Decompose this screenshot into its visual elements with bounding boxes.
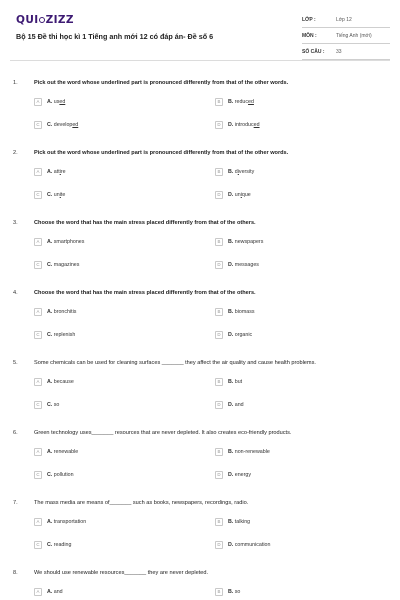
option-label — [47, 379, 74, 385]
option-prefix: D. — [228, 401, 235, 408]
question-text: The mass media are means of_______ such as books, newspapers, recordings, radio. — [34, 500, 249, 506]
option-label — [47, 262, 79, 268]
option-letter-box: C — [34, 401, 42, 409]
option-label — [47, 309, 76, 315]
option-text: un — [53, 191, 60, 198]
option-text: reduc — [234, 98, 249, 105]
question-text: We should use renewable resources_______ they are never depleted. — [34, 570, 209, 576]
quizizz-logo: QUI ZIZZ — [16, 14, 74, 26]
question-number: 1. — [13, 80, 18, 86]
option-letter-box: B — [215, 518, 223, 526]
option-label — [47, 239, 84, 245]
answer-option-d[interactable] — [215, 188, 383, 201]
option-label — [228, 379, 242, 385]
option-letter-box: B — [215, 448, 223, 456]
option-label — [47, 402, 59, 408]
answer-option-c[interactable] — [34, 118, 202, 131]
option-prefix: B. — [228, 168, 235, 175]
option-prefix: B. — [228, 308, 235, 315]
option-letter-box: B — [215, 588, 223, 596]
option-letter-box: D — [215, 331, 223, 339]
option-label — [47, 542, 71, 548]
option-text: reading — [53, 541, 72, 548]
option-prefix: B. — [228, 98, 235, 105]
answer-option-d[interactable] — [215, 538, 383, 551]
answer-option-a[interactable] — [34, 95, 202, 108]
option-prefix: B. — [228, 448, 235, 455]
option-text: energy — [234, 471, 251, 478]
answer-option-d[interactable] — [215, 258, 383, 271]
option-prefix: C. — [47, 471, 54, 478]
question-text: Choose the word that has the main stress placed differently from that of the others. — [34, 220, 256, 226]
question-number: 6. — [13, 430, 18, 436]
answer-option-b[interactable] — [215, 305, 383, 318]
answer-option-c[interactable] — [34, 398, 202, 411]
meta-key: LỚP : — [302, 16, 316, 23]
option-text: organic — [234, 331, 253, 338]
meta-value: 33 — [336, 48, 342, 55]
option-letter-box: A — [34, 448, 42, 456]
option-label — [47, 472, 74, 478]
option-prefix: A. — [47, 98, 54, 105]
meta-value: Lớp 12 — [336, 16, 352, 23]
option-label — [228, 332, 252, 338]
option-label — [228, 239, 263, 245]
option-text: us — [53, 98, 60, 105]
option-text: smartphones — [53, 238, 85, 245]
answer-option-c[interactable] — [34, 258, 202, 271]
option-prefix: A. — [47, 448, 54, 455]
question-number: 8. — [13, 570, 18, 576]
answer-option-c[interactable] — [34, 468, 202, 481]
answer-option-b[interactable] — [215, 375, 383, 388]
option-prefix: C. — [47, 331, 54, 338]
answer-option-b[interactable] — [215, 585, 383, 598]
option-text: replenish — [53, 331, 76, 338]
question-text: Pick out the word whose underlined part is pronounced differently from that of the other words. — [34, 80, 289, 86]
option-text: d — [234, 168, 238, 175]
answer-option-d[interactable] — [215, 118, 383, 131]
option-prefix: D. — [228, 121, 235, 128]
option-letter-box: A — [34, 168, 42, 176]
option-text: communication — [234, 541, 271, 548]
meta-table — [302, 12, 390, 60]
header-divider — [10, 60, 390, 61]
option-letter-box: D — [215, 261, 223, 269]
question-number: 5. — [13, 360, 18, 366]
answer-option-a[interactable] — [34, 445, 202, 458]
option-text: develop — [53, 121, 73, 128]
option-prefix: D. — [228, 471, 235, 478]
option-letter-box: A — [34, 588, 42, 596]
underlined-part: i — [240, 191, 242, 198]
underlined-part: i — [59, 191, 61, 198]
answer-option-c[interactable] — [34, 188, 202, 201]
question-text: Pick out the word whose underlined part is pronounced differently from that of the other words. — [34, 150, 289, 156]
question-number: 7. — [13, 500, 18, 506]
option-prefix: A. — [47, 168, 54, 175]
option-text: and — [53, 588, 63, 595]
option-label — [228, 262, 259, 268]
option-letter-box: D — [215, 471, 223, 479]
option-text: because — [53, 378, 74, 385]
option-text: renewable — [53, 448, 79, 455]
answer-option-b[interactable] — [215, 165, 383, 178]
option-text: magazines — [53, 261, 80, 268]
option-text: te — [60, 191, 66, 198]
option-letter-box: C — [34, 261, 42, 269]
option-text: introduc — [234, 121, 254, 128]
question-number: 2. — [13, 150, 18, 156]
answer-option-c[interactable] — [34, 538, 202, 551]
option-letter-box: B — [215, 378, 223, 386]
option-text: re — [60, 168, 66, 175]
option-text: transportation — [53, 518, 87, 525]
option-prefix: C. — [47, 191, 54, 198]
option-letter-box: B — [215, 238, 223, 246]
answer-option-a[interactable] — [34, 375, 202, 388]
answer-option-a[interactable] — [34, 235, 202, 248]
option-letter-box: A — [34, 98, 42, 106]
option-prefix: C. — [47, 541, 54, 548]
option-text: so — [53, 401, 60, 408]
option-letter-box: B — [215, 168, 223, 176]
option-letter-box: C — [34, 121, 42, 129]
underlined-part: i — [237, 168, 239, 175]
option-text: non-renewable — [234, 448, 270, 455]
option-prefix: C. — [47, 261, 54, 268]
option-letter-box: B — [215, 98, 223, 106]
underlined-part: ed — [72, 121, 79, 128]
option-label — [228, 192, 251, 198]
answer-option-a[interactable] — [34, 305, 202, 318]
option-letter-box: D — [215, 401, 223, 409]
option-letter-box: A — [34, 518, 42, 526]
option-label — [228, 519, 250, 525]
answer-option-d[interactable] — [215, 398, 383, 411]
option-letter-box: A — [34, 238, 42, 246]
option-letter-box: D — [215, 121, 223, 129]
meta-key: MÔN : — [302, 32, 317, 39]
answer-option-a[interactable] — [34, 585, 202, 598]
option-label — [47, 589, 63, 595]
answer-option-d[interactable] — [215, 328, 383, 341]
option-letter-box: C — [34, 331, 42, 339]
question-text: Green technology uses_______ resources that are never depleted. It also creates eco-friendly products. — [34, 430, 292, 436]
option-prefix: D. — [228, 541, 235, 548]
option-prefix: B. — [228, 238, 235, 245]
option-letter-box: C — [34, 541, 42, 549]
option-label — [228, 472, 251, 478]
option-label — [47, 169, 66, 175]
option-text: so — [234, 588, 241, 595]
answer-option-a[interactable] — [34, 515, 202, 528]
answer-option-b[interactable] — [215, 235, 383, 248]
option-text: que — [241, 191, 251, 198]
option-prefix: A. — [47, 238, 54, 245]
option-label — [228, 309, 255, 315]
option-text: but — [234, 378, 243, 385]
option-text: bronchitis — [53, 308, 77, 315]
meta-row-class — [302, 12, 390, 28]
meta-value: Tiếng Anh (mới) — [336, 32, 372, 39]
option-label — [228, 99, 254, 105]
underlined-part: ed — [253, 121, 260, 128]
option-letter-box: C — [34, 191, 42, 199]
answer-option-c[interactable] — [34, 328, 202, 341]
option-letter-box: B — [215, 308, 223, 316]
option-text: versity — [238, 168, 255, 175]
answer-option-d[interactable] — [215, 468, 383, 481]
option-label — [228, 122, 260, 128]
option-label — [228, 542, 270, 548]
option-label — [228, 169, 254, 175]
option-prefix: D. — [228, 191, 235, 198]
underlined-part: ed — [59, 98, 66, 105]
option-text: talking — [234, 518, 251, 525]
option-prefix: A. — [47, 378, 54, 385]
option-label — [228, 449, 270, 455]
option-text: and — [234, 401, 244, 408]
answer-option-b[interactable] — [215, 445, 383, 458]
option-prefix: C. — [47, 121, 54, 128]
option-text: messages — [234, 261, 259, 268]
meta-row-subject — [302, 28, 390, 44]
option-text: biomass — [234, 308, 255, 315]
option-letter-box: A — [34, 378, 42, 386]
option-letter-box: A — [34, 308, 42, 316]
question-text: Some chemicals can be used for cleaning surfaces _______ they affect the air quality and cause health problems. — [34, 360, 316, 366]
option-prefix: B. — [228, 588, 235, 595]
answer-option-a[interactable] — [34, 165, 202, 178]
option-letter-box: D — [215, 541, 223, 549]
option-letter-box: D — [215, 191, 223, 199]
answer-option-b[interactable] — [215, 95, 383, 108]
option-label — [228, 589, 240, 595]
option-prefix: B. — [228, 378, 235, 385]
option-text: pollution — [53, 471, 74, 478]
option-prefix: A. — [47, 518, 54, 525]
option-label — [47, 449, 78, 455]
meta-row-count — [302, 44, 390, 60]
document-title: Bộ 15 Đề thi học kì 1 Tiếng anh mới 12 có đáp án- Đề số 6 — [16, 32, 214, 41]
logo-ring-icon — [39, 17, 45, 23]
option-prefix: A. — [47, 308, 54, 315]
question-text: Choose the word that has the main stress placed differently from that of the others. — [34, 290, 256, 296]
option-prefix: D. — [228, 261, 235, 268]
option-label — [47, 192, 65, 198]
option-label — [47, 99, 65, 105]
question-number: 3. — [13, 220, 18, 226]
option-text: un — [234, 191, 241, 198]
option-label — [47, 519, 86, 525]
option-label — [228, 402, 244, 408]
underlined-part: i — [59, 168, 61, 175]
option-label — [47, 122, 78, 128]
question-number: 4. — [13, 290, 18, 296]
option-prefix: B. — [228, 518, 235, 525]
option-text: newspapers — [234, 238, 264, 245]
meta-key: SỐ CÂU : — [302, 48, 325, 55]
underlined-part: ed — [248, 98, 254, 105]
option-text: att — [53, 168, 60, 175]
option-prefix: A. — [47, 588, 54, 595]
option-prefix: D. — [228, 331, 235, 338]
option-letter-box: C — [34, 471, 42, 479]
option-prefix: C. — [47, 401, 54, 408]
answer-option-b[interactable] — [215, 515, 383, 528]
option-label — [47, 332, 75, 338]
